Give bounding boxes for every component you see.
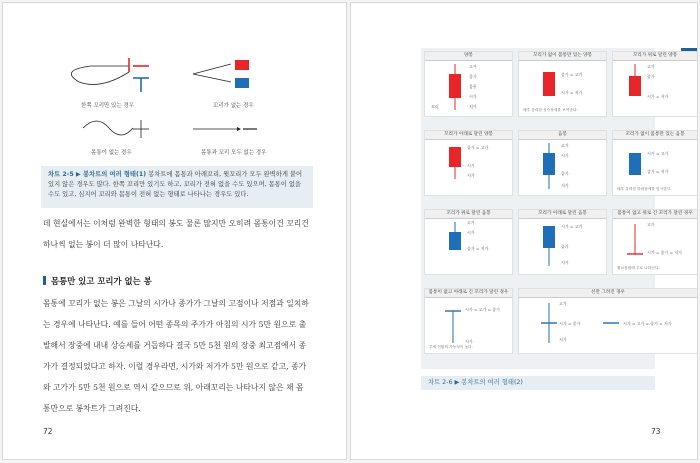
label: 시가 (467, 163, 475, 168)
figure-label-no-tail: 꼬리가 없는 경우 (213, 103, 254, 109)
label: 저가 (561, 260, 569, 265)
page-number-left: 72 (43, 427, 53, 436)
section-heading-text: 몸통만 있고 꼬리가 없는 봉 (51, 276, 152, 286)
label: 종가 (647, 74, 655, 79)
label: 고가 (561, 143, 569, 148)
section-marker (43, 276, 46, 285)
cell-header: 꼬리가 아래로 달린 음봉 (519, 210, 606, 219)
cell-yangbong-upper-tail (612, 51, 698, 117)
figure-caption-2: 차트 2-6 ▶ 봉차트의 여러 형태(2) (421, 376, 655, 390)
label: 고가 (469, 64, 477, 69)
cell-header: 음봉 (519, 131, 606, 140)
label: 몸통 (469, 84, 477, 89)
cell-yangbong-no-tail (518, 51, 607, 117)
label: 시가 = 고가 (561, 224, 583, 229)
label: 시가 (469, 94, 477, 99)
paragraph-2: 몸통에 꼬리가 없는 봉은 그날의 시가나 종가가 그날의 고점이나 저점과 일치하는 경우에 나타난다. 예를 들어 어떤 종목의 주가가 아침의 시가 5만 원으로 출발해서 장중에 내내 상승세를 거듭하다 결국 5만 5천 원의 장중 최고점에서 종가가 결정되었다고 하자. 이럴 경우라면, 시가와 저가가 5만 원으로 같고, 종가와 고가가 5만 5천 원으로 역시 같으므로 위, 아래꼬리는 나타나지 않은 채 몸통만으로 봉차트가 그려진다. (43, 299, 309, 413)
label: 시가 = 저가 (647, 94, 669, 99)
cell-no-body-upper-tail (612, 209, 698, 275)
cell-header: 꼬리가 위로 달린 양봉 (613, 52, 697, 61)
label: 저가 (465, 339, 473, 344)
cell-eumbong-upper-tail (424, 209, 513, 275)
right-page (350, 2, 698, 460)
figure-caption (41, 166, 313, 208)
label: 종가 = 고가 (561, 72, 583, 77)
cell-header: 양봉 (425, 52, 512, 61)
label: 시가 = 고가 (647, 151, 669, 156)
cell-eumbong-lower-tail (518, 209, 607, 275)
label: 저가 (561, 183, 569, 188)
cell-header: 몸통이 없고 아래로 긴 꼬리가 달린 경우 (425, 289, 512, 298)
label: 시가 (561, 153, 569, 158)
label: 종가 (469, 74, 477, 79)
label: 고가 (647, 64, 655, 69)
label: 고가 (559, 301, 567, 306)
label: 종가 = 저가 (647, 169, 669, 174)
left-page (2, 2, 347, 460)
label: 꼬리 (431, 104, 439, 109)
cell-description: 횡보장세에 주로 나타난다. (617, 266, 660, 270)
cell-description: 매우 강력한 하락장세를 암시한다. (617, 187, 672, 191)
cell-line-only (518, 288, 698, 354)
caption-text: 봉차트에 몸통과 아래꼬리, 윗꼬리가 모두 완벽하게 붙어 있지 않은 경우도 많다. 한쪽 꼬리만 있기도 하고, 꼬리가 전혀 없을 수도 있으며, 몸통이 없을 수도 있고, 심지어 꼬리와 몸통이 전혀 없는 형태로 나타나는 경우도 있다. (48, 171, 303, 198)
label: 저가 (469, 104, 477, 109)
cell-eumbong-no-tail (612, 130, 698, 196)
cell-header: 꼬리가 없이 몸통만 있는 음봉 (613, 131, 697, 140)
label: 종가 (561, 171, 569, 176)
label: 시가 (467, 230, 475, 235)
cell-header: 꼬리가 위로 달린 음봉 (425, 210, 512, 219)
section-heading (43, 275, 152, 287)
page-number-right: 73 (651, 427, 661, 436)
paragraph-1: 데 현실에서는 이처럼 완벽한 형태의 봉도 물론 많지만 오히려 몸통이건 꼬리건 하나씩 없는 봉이 더 많이 나타난다. (43, 219, 309, 249)
caption-title: 차트 2-5 ▶ 봉차트의 여러 형태(1) (48, 171, 147, 178)
cell-yangbong-lower-tail (424, 130, 513, 196)
label: 시가 = 종가 = 저가 (647, 250, 682, 255)
label: 시가 = 종가 (559, 321, 581, 326)
label: 종가 (561, 244, 569, 249)
figure-label-no-body: 몸통이 없는 경우 (91, 150, 132, 156)
cell-description: 매우 강력한 상승장세를 보여준다. (523, 108, 578, 112)
candle-red-upper-tail (613, 60, 697, 116)
cell-header: 꼬리가 없이 몸통만 있는 양봉 (519, 52, 606, 61)
label: 저가 (559, 337, 567, 342)
cell-description: 추세 전환의 가능성이 높다. (429, 345, 473, 349)
figure-label-no-body-no-tail: 몸통과 꼬리 모두 없는 경우 (201, 150, 267, 156)
label: 종가 = 저가 (467, 246, 489, 251)
cell-header: 몸통이 없고 위로 긴 꼬리가 달린 경우 (613, 210, 697, 219)
label: 시가 = 고가 = 종가 = 저가 (623, 321, 672, 326)
label: 저가 (467, 173, 475, 178)
label: 시가 = 저가 (561, 90, 583, 95)
label: 고가 (647, 222, 655, 227)
cell-eumbong (518, 130, 607, 196)
cell-header: 꼬리가 아래로 달린 양봉 (425, 131, 512, 140)
label: 종가 = 고가 (467, 145, 489, 150)
figure-label-one-tail: 한쪽 꼬리만 있는 경우 (81, 103, 135, 109)
cell-no-body-lower-tail (424, 288, 513, 354)
figure-2-5 (41, 48, 313, 166)
label: 시가 = 고가 = 종가 (465, 307, 500, 312)
cell-header: 선만 그려진 경우 (519, 289, 697, 298)
cell-yangbong (424, 51, 513, 117)
label: 고가 (467, 220, 475, 225)
